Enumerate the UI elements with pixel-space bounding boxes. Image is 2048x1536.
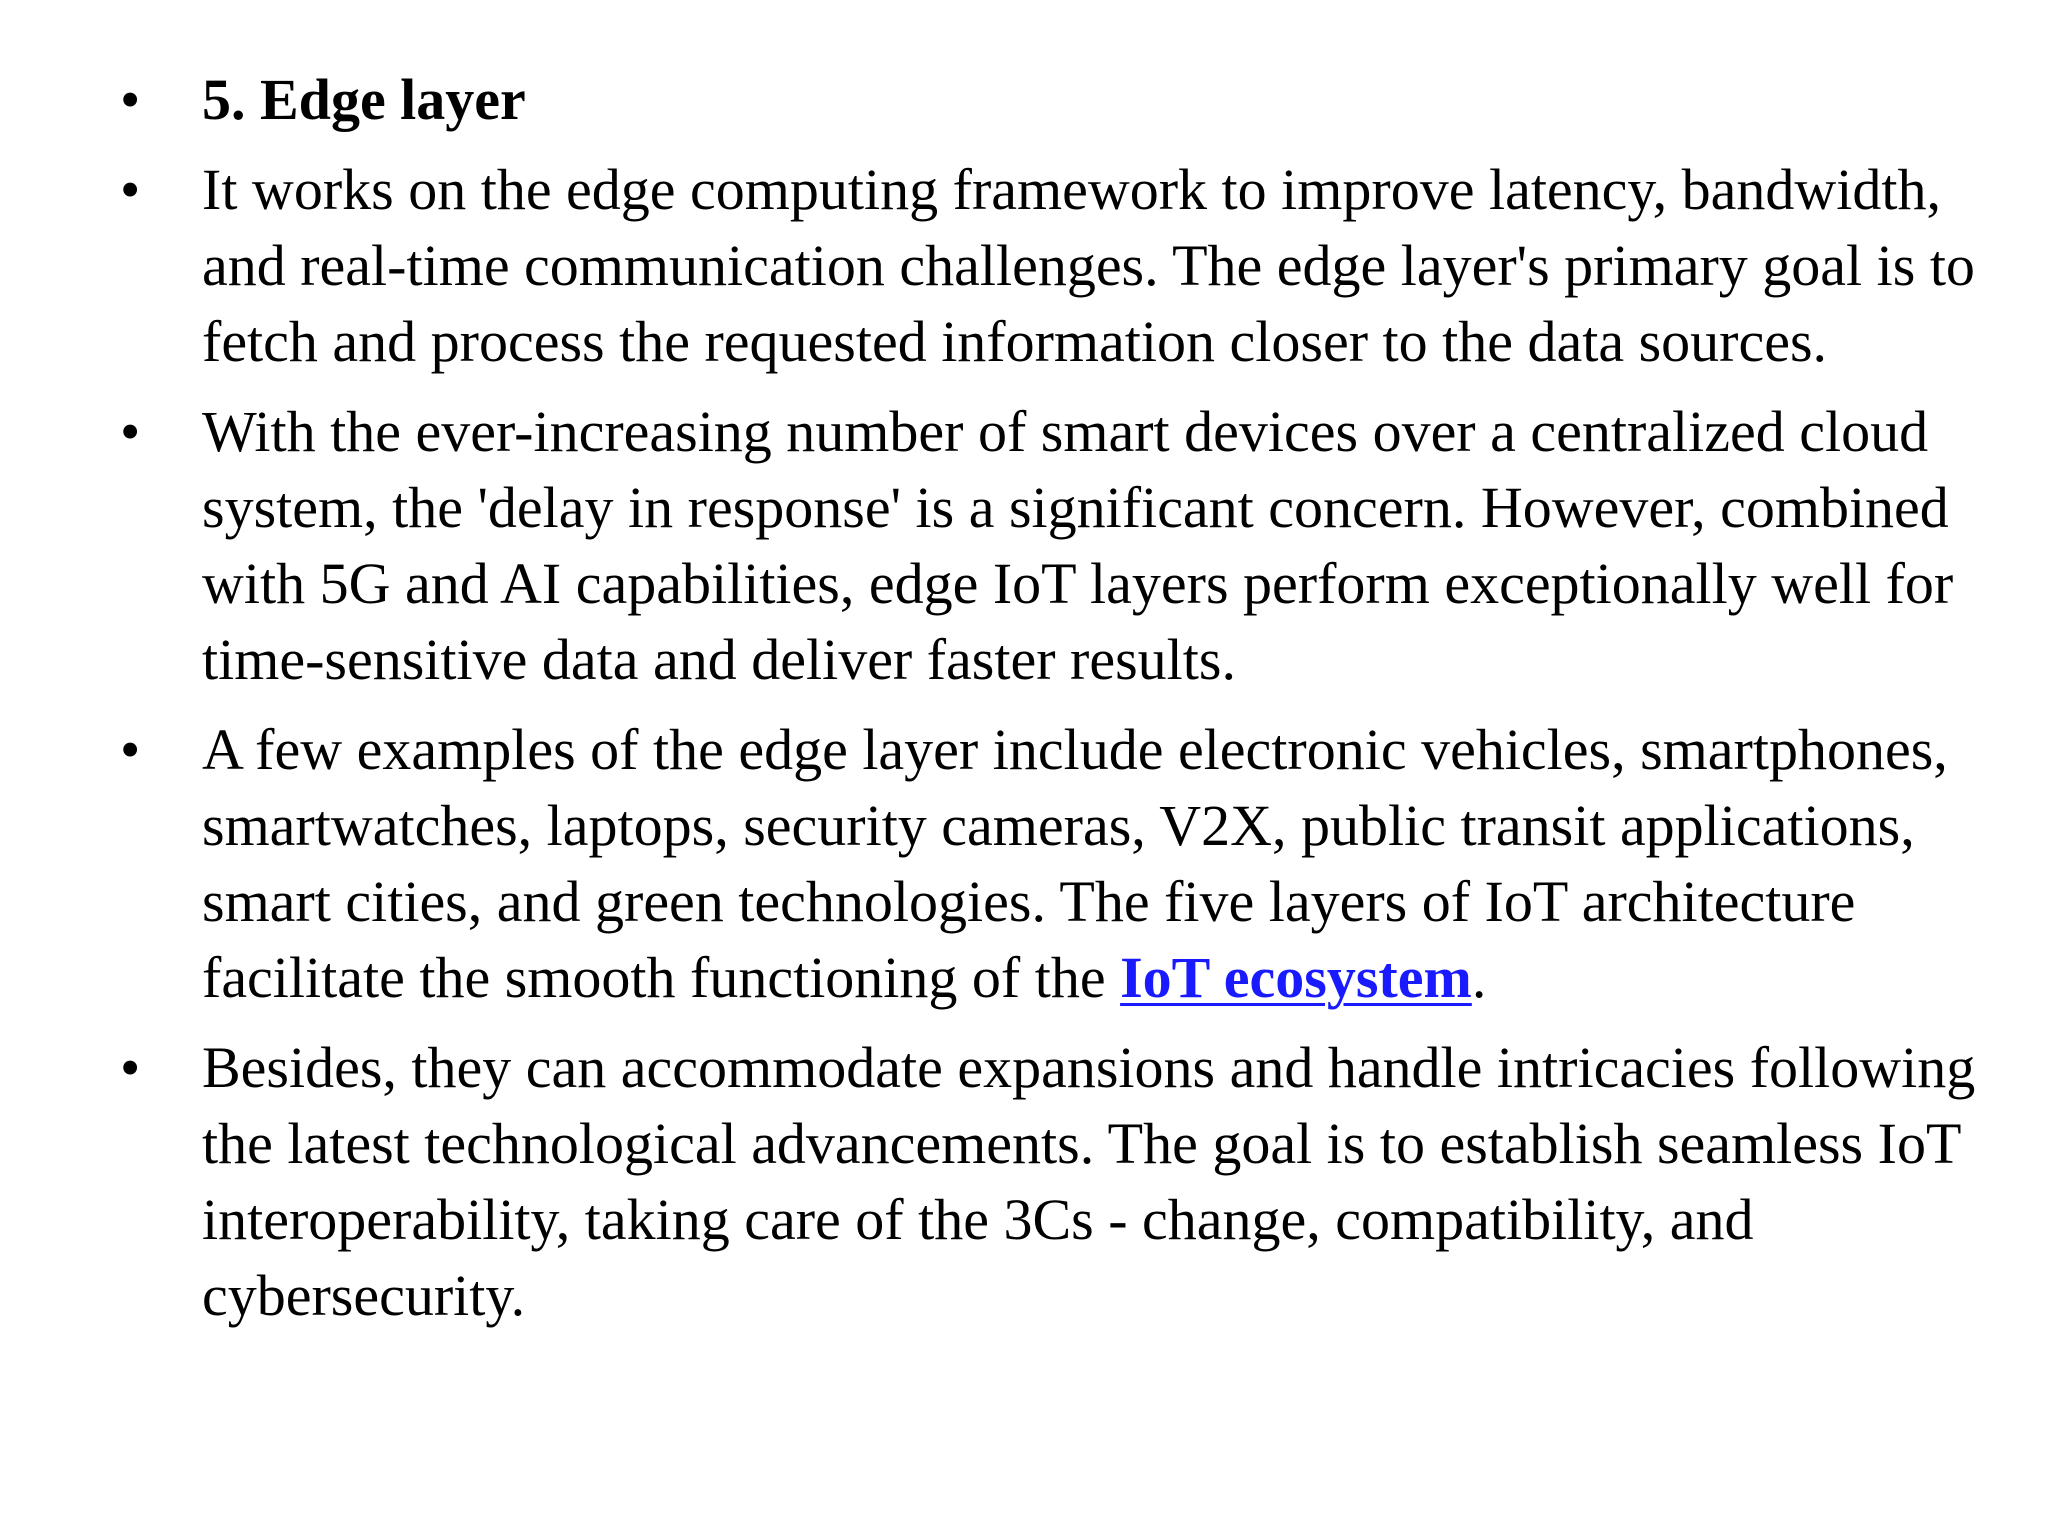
bullet-item-delay-in-response: [120, 394, 2020, 698]
iot-ecosystem-link[interactable]: IoT ecosystem: [1120, 945, 1472, 1010]
bullet-text: With the ever-increasing number of smart devices over a centralized cloud system, the 'delay in response' is a significant concern. However, combined with 5G and AI capabilities, edge IoT layers perform exceptionally well for time-sensitive data and deliver faster results.: [202, 399, 1954, 692]
bullet-text: Besides, they can accommodate expansions and handle intricacies following the latest technological advancements. The goal is to establish seamless IoT interoperability, taking care of the 3Cs - change, compatibility, and cybersecurity.: [202, 1035, 1976, 1328]
section-heading: 5. Edge layer: [202, 67, 526, 132]
bullet-dot-icon: •: [120, 399, 141, 464]
sentence-period: .: [1471, 945, 1487, 1010]
bullet-dot-icon: •: [120, 157, 141, 222]
bullet-dot-icon: •: [120, 67, 141, 132]
bullet-heading: [120, 62, 2020, 138]
bullet-dot-icon: •: [120, 717, 141, 782]
bullet-item-edge-computing: [120, 152, 2020, 380]
bullet-text: A few examples of the edge layer include electronic vehicles, smartphones, smartwatches, laptops, security cameras, V2X, public transit applications, smart cities, and green technologies. The five layers of IoT architecture facilitate the smooth functioning of the: [202, 717, 1948, 1010]
bullet-dot-icon: •: [120, 1035, 141, 1100]
bullet-item-examples: [120, 712, 2020, 1016]
bullet-item-interoperability: [120, 1030, 2020, 1334]
bullet-text: It works on the edge computing framework to improve latency, bandwidth, and real-time communication challenges. The edge layer's primary goal is to fetch and process the requested information closer to the data sources.: [202, 157, 1975, 374]
bullet-list: [120, 62, 2020, 1348]
